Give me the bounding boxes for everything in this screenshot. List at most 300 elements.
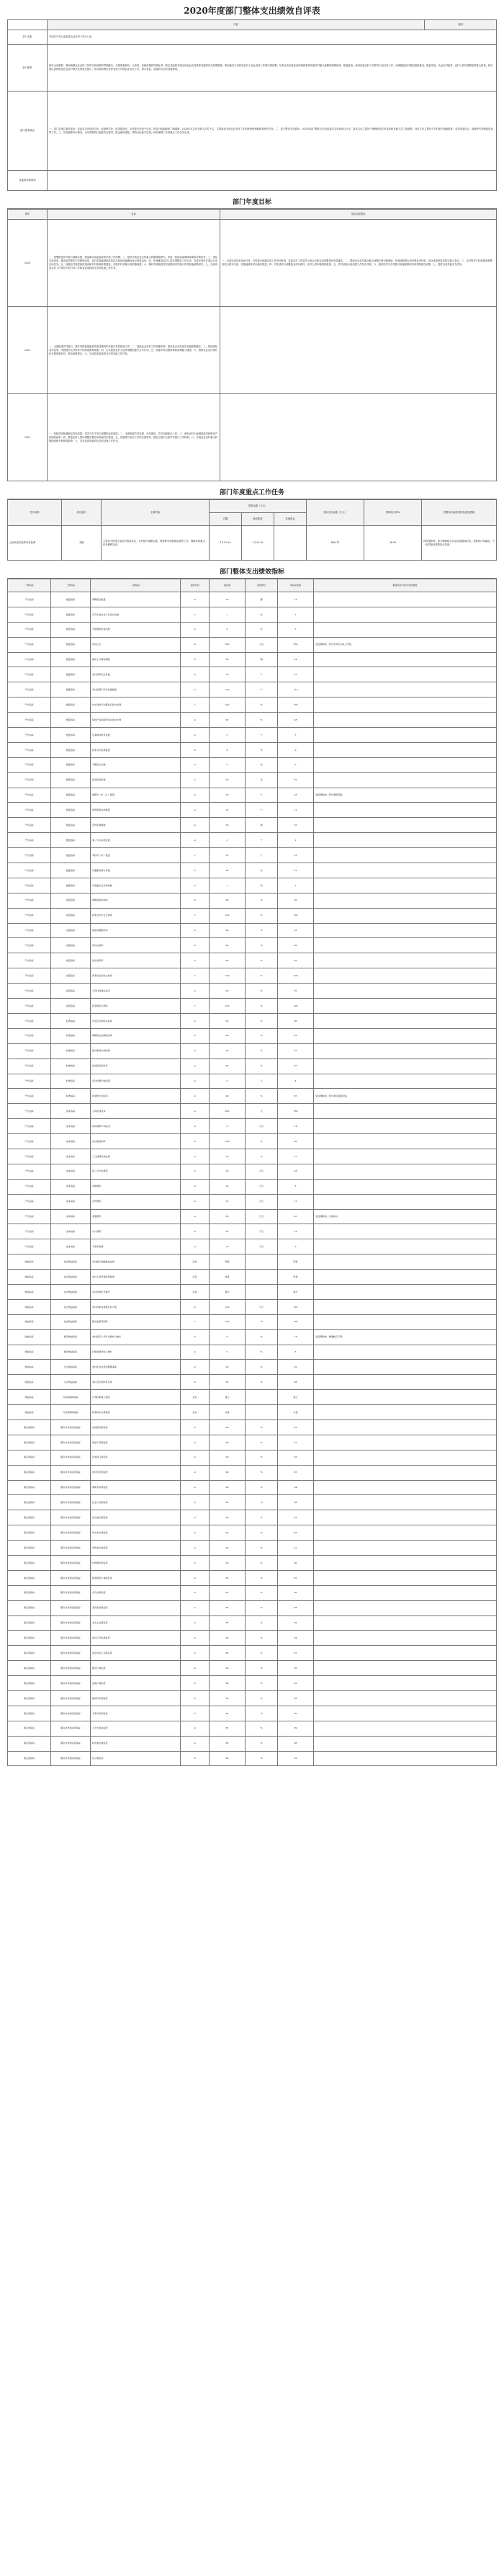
ind-actual: 88 (278, 1600, 314, 1615)
indicator-row (8, 728, 497, 743)
ind-level3: 涉农部门满意度 (91, 1450, 181, 1465)
ind-type: = (181, 698, 210, 713)
ind-reason (314, 968, 497, 984)
ind-actual: 100 (278, 999, 314, 1014)
ind-level2: 服务对象满意度指标 (51, 1435, 91, 1450)
ind-unit: % (246, 1541, 278, 1556)
ind-target: 8 (210, 1329, 246, 1345)
ind-level2: 成本指标 (51, 1224, 91, 1239)
ind-level1: 产出指标 (8, 1089, 51, 1104)
ind-level2: 社会效益指标 (51, 1299, 91, 1314)
ind-actual: 100 (278, 698, 314, 713)
ind-level3: 州市农办满意度 (91, 1525, 181, 1541)
indicator-row (8, 1149, 497, 1164)
ind-actual: 35 (278, 818, 314, 833)
ind-level3: 年度任务按时完成率 (91, 1013, 181, 1028)
ind-target: 1 (210, 607, 246, 622)
ind-level1: 效益指标 (8, 1360, 51, 1375)
indicator-row (8, 742, 497, 757)
ind-type: ≥ (181, 1556, 210, 1571)
ind-level1: 产出指标 (8, 1028, 51, 1043)
ind-reason (314, 1676, 497, 1691)
ind-target: 4 (210, 622, 246, 637)
goal-actual (220, 394, 497, 481)
ind-type: ≥ (181, 923, 210, 938)
ind-level3: 改革试点验收合格率 (91, 968, 181, 984)
ind-target: 800 (210, 1104, 246, 1119)
indicator-row (8, 1691, 497, 1706)
ind-target: 85 (210, 1646, 246, 1661)
ind-actual: 93 (278, 1525, 314, 1541)
ind-unit: % (246, 1375, 278, 1390)
indicator-row (8, 1028, 497, 1043)
ind-type: ≥ (181, 1615, 210, 1631)
ind-level2: 服务对象满意度指标 (51, 1420, 91, 1435)
ind-level1: 效益指标 (8, 1270, 51, 1285)
ind-unit: 件 (246, 742, 278, 757)
ind-target: 90 (210, 1751, 246, 1766)
ind-reason: 受疫情影响，增速略有下降。 (314, 1329, 497, 1345)
ind-unit: % (246, 1661, 278, 1676)
indicator-row (8, 1134, 497, 1149)
ind-level3: 培训人次 (91, 637, 181, 652)
ind-level2: 服务对象满意度指标 (51, 1495, 91, 1510)
ind-level3: 农民群众满意度 (91, 1420, 181, 1435)
indicator-row (8, 1254, 497, 1270)
ind-unit: 人次 (246, 637, 278, 652)
ind-type: ≤ (181, 1194, 210, 1209)
indicator-row (8, 1104, 497, 1119)
ind-level2: 服务对象满意度指标 (51, 1600, 91, 1615)
ind-reason (314, 1405, 497, 1420)
ind-actual: 90 (278, 1556, 314, 1571)
ind-level3: 人大代表满意度 (91, 1721, 181, 1736)
indicator-row (8, 1420, 497, 1435)
indicator-row (8, 999, 497, 1014)
ind-level2: 服务对象满意度指标 (51, 1615, 91, 1631)
ind-type: ≥ (181, 1751, 210, 1766)
ind-unit: 条 (246, 772, 278, 788)
ind-level2: 社会效益指标 (51, 1254, 91, 1270)
ind-unit: 万元 (246, 1224, 278, 1239)
ind-actual: 85 (278, 893, 314, 908)
ind-unit: % (246, 1525, 278, 1541)
ind-type: ≤ (181, 1074, 210, 1089)
ind-type: ≥ (181, 1420, 210, 1435)
ind-target: 16 (210, 848, 246, 863)
ind-level2: 生态效益指标 (51, 1360, 91, 1375)
ind-unit: % (246, 1570, 278, 1585)
ind-reason (314, 698, 497, 713)
ind-unit: 个 (246, 803, 278, 818)
indicator-row (8, 1270, 497, 1285)
ind-unit: 万元 (246, 1119, 278, 1134)
indicator-row (8, 1043, 497, 1059)
ind-unit: % (246, 1631, 278, 1646)
indicator-row (8, 833, 497, 848)
indicator-row (8, 953, 497, 968)
ind-actual: 9 (278, 742, 314, 757)
ind-type: ≤ (181, 1239, 210, 1254)
ind-level1: 产出指标 (8, 863, 51, 878)
ind-reason (314, 938, 497, 953)
ind-level3: 脱贫户满意度 (91, 1661, 181, 1676)
ind-target: 90 (210, 1360, 246, 1375)
overview-table (7, 19, 497, 191)
ind-type: ≥ (181, 772, 210, 788)
ind-level1: 产出指标 (8, 953, 51, 968)
ind-unit: 个 (246, 682, 278, 698)
indicator-row (8, 1706, 497, 1721)
indicator-row (8, 713, 497, 728)
ind-level2: 服务对象满意度指标 (51, 1585, 91, 1600)
ind-col-target: 指标值 (210, 579, 246, 592)
ind-actual: 28 (278, 788, 314, 803)
ind-target: 1 (210, 878, 246, 893)
ind-reason (314, 1556, 497, 1571)
ind-unit: % (246, 938, 278, 953)
ind-level3: 信息采用率 (91, 953, 181, 968)
ind-reason (314, 1570, 497, 1585)
ind-level1: 效益指标 (8, 1375, 51, 1390)
ind-level1: 产出指标 (8, 1134, 51, 1149)
ind-unit: 个 (246, 667, 278, 682)
ind-target: 建立 (210, 1390, 246, 1405)
ind-reason (314, 908, 497, 923)
goal-actual (220, 307, 497, 394)
ind-target: 30 (210, 1164, 246, 1179)
ind-level3: 印刷费用 (91, 1179, 181, 1194)
ind-type: ≥ (181, 878, 210, 893)
ind-reason (314, 713, 497, 728)
ind-unit: 万元 (246, 1239, 278, 1254)
ind-level1: 效益指标 (8, 1329, 51, 1345)
ind-reason (314, 667, 497, 682)
ind-unit: 篇 (246, 818, 278, 833)
indicator-row (8, 1480, 497, 1495)
ind-level3: 综合满意度 (91, 1751, 181, 1766)
ind-level2: 成本指标 (51, 1179, 91, 1194)
ind-reason (314, 833, 497, 848)
ind-level1: 产出指标 (8, 728, 51, 743)
ind-level1: 产出指标 (8, 1104, 51, 1119)
ind-target: 85 (210, 1721, 246, 1736)
indicator-row (8, 1435, 497, 1450)
ind-level2: 数量指标 (51, 607, 91, 622)
goal-year: 2021 (8, 307, 48, 394)
ind-actual: 95 (278, 984, 314, 999)
ind-unit: 个 (246, 728, 278, 743)
ind-level2: 时效指标 (51, 1059, 91, 1074)
ind-level3: 调研报告数量 (91, 592, 181, 607)
ind-actual: 65 (278, 953, 314, 968)
ind-actual: 90 (278, 1134, 314, 1149)
ind-type: ≥ (181, 1299, 210, 1314)
ind-level3: 龙头企业满意度 (91, 1615, 181, 1631)
ind-level2: 质量指标 (51, 938, 91, 953)
ind-level2: 社会效益指标 (51, 1284, 91, 1299)
ind-unit: % (246, 1134, 278, 1149)
ind-level2: 数量指标 (51, 698, 91, 713)
indicator-row (8, 1615, 497, 1631)
ind-reason (314, 1510, 497, 1525)
ind-target: 15 (210, 1194, 246, 1209)
ind-level2: 服务对象满意度指标 (51, 1450, 91, 1465)
ind-level1: 满意度指标 (8, 1585, 51, 1600)
ind-target: 10 (210, 667, 246, 682)
ind-reason: 受疫情影响，部分培训改为线上开展。 (314, 637, 497, 652)
ind-col-level3: 三级指标 (91, 579, 181, 592)
ind-level3: 调研县（市、区）数量 (91, 788, 181, 803)
ind-target: 20 (210, 1224, 246, 1239)
ind-level2: 质量指标 (51, 893, 91, 908)
ind-target: 300 (210, 637, 246, 652)
ind-level1: 满意度指标 (8, 1615, 51, 1631)
ind-reason (314, 1314, 497, 1329)
ind-type: ≥ (181, 1435, 210, 1450)
ind-reason (314, 772, 497, 788)
ind-level3: 典型案例总结数量 (91, 803, 181, 818)
ind-target: 90 (210, 1028, 246, 1043)
ind-unit (246, 1390, 278, 1405)
indicators-section-title: 部门整体支出绩效指标 (7, 561, 497, 579)
ind-level3: 开展督促检查次数 (91, 622, 181, 637)
indicator-row (8, 1676, 497, 1691)
ind-level1: 产出指标 (8, 713, 51, 728)
indicator-row (8, 1570, 497, 1585)
ind-reason (314, 1721, 497, 1736)
tasks-section-title: 部门年度重点工作任务 (7, 481, 497, 499)
ind-level2: 时效指标 (51, 1074, 91, 1089)
indicator-row (8, 1390, 497, 1405)
ind-actual: 98 (278, 713, 314, 728)
ind-level1: 满意度指标 (8, 1495, 51, 1510)
ind-actual: 88 (278, 1691, 314, 1706)
goals-col-year: 财年 (8, 210, 48, 220)
indicator-row (8, 637, 497, 652)
ind-unit: 次 (246, 622, 278, 637)
ind-reason (314, 1736, 497, 1751)
ind-type: ≥ (181, 1480, 210, 1495)
ind-actual: 45 (278, 1209, 314, 1224)
ind-reason (314, 1420, 497, 1435)
tasks-col-reason: 预算执行偏差原因及改进措施 (422, 500, 497, 526)
ind-unit: % (246, 908, 278, 923)
ind-level3: 集体产权制度改革完成村比例 (91, 713, 181, 728)
ind-level2: 数量指标 (51, 713, 91, 728)
ind-reason (314, 1706, 497, 1721)
indicator-row (8, 1721, 497, 1736)
ind-level2: 成本指标 (51, 1209, 91, 1224)
ind-unit: % (246, 984, 278, 999)
ind-level3: 政策文件出台合规率 (91, 908, 181, 923)
ind-type: ≥ (181, 1585, 210, 1600)
ind-target: 10 (210, 592, 246, 607)
ind-level1: 产出指标 (8, 1013, 51, 1028)
ind-level2: 数量指标 (51, 833, 91, 848)
ind-actual: 92 (278, 1360, 314, 1375)
ind-actual: 16 (278, 848, 314, 863)
ind-type: ≤ (181, 1134, 210, 1149)
ind-type: ≥ (181, 1525, 210, 1541)
ind-level2: 经济效益指标 (51, 1345, 91, 1360)
ind-level2: 数量指标 (51, 742, 91, 757)
goal-target: 一、统筹推进乡村振兴战略实施，督促落实省委省政府年度工作部署；二、组织开展农业农村重大问题调查研究，形成一批高质量调研成果和决策参考；三、深化农村改革，推进农村集体产权制度改革、农村宅基地制度改革试点和承包地确权登记成果运用；四、协调推进农村人居环境整治三年行动，完成年度村庄清洁行动目标任务；五、加强农村基层组织建设和乡村治理体系建设，开展乡村治理示范村镇创建；六、做好巩固脱贫攻坚成果同乡村振兴有效衔接政策研究；七、完成省委农村工作领导小组日常工作和省委省政府交办的其他工作任务。 (48, 220, 220, 307)
ind-level2: 服务对象满意度指标 (51, 1631, 91, 1646)
ind-level1: 产出指标 (8, 1043, 51, 1059)
ind-target: 95 (210, 1013, 246, 1028)
ind-level2: 时效指标 (51, 1089, 91, 1104)
indicator-row (8, 1661, 497, 1676)
ind-target: 60 (210, 1209, 246, 1224)
ind-level1: 产出指标 (8, 1119, 51, 1134)
indicator-row (8, 1209, 497, 1224)
ind-actual: 4 (278, 1074, 314, 1089)
ind-type: ≥ (181, 1736, 210, 1751)
ind-level3: 会议费控制率 (91, 1134, 181, 1149)
ind-reason (314, 818, 497, 833)
ind-level3: 宅基地改革试点数 (91, 728, 181, 743)
ind-level1: 产出指标 (8, 923, 51, 938)
ind-actual: 91 (278, 1435, 314, 1450)
ind-level1: 产出指标 (8, 938, 51, 953)
ind-level2: 数量指标 (51, 818, 91, 833)
indicator-row (8, 893, 497, 908)
ind-target: 60 (210, 953, 246, 968)
ind-level2: 数量指标 (51, 622, 91, 637)
ind-reason (314, 1525, 497, 1541)
ind-level3: 年度重点任务清单数 (91, 878, 181, 893)
ind-type: ≥ (181, 1646, 210, 1661)
ind-level2: 时效指标 (51, 1013, 91, 1028)
ind-type: ≥ (181, 652, 210, 667)
ind-actual: 96 (278, 1013, 314, 1028)
indicator-row (8, 1239, 497, 1254)
ind-reason (314, 1028, 497, 1043)
ind-type: ≥ (181, 1149, 210, 1164)
ind-unit: % (246, 1585, 278, 1600)
ind-reason (314, 878, 497, 893)
ind-unit: % (246, 1556, 278, 1571)
ind-actual: 89 (278, 1615, 314, 1631)
indicator-row (8, 1646, 497, 1661)
ind-level2: 数量指标 (51, 592, 91, 607)
tasks-col-name: 任务名称 (8, 500, 62, 526)
ind-actual: 89 (278, 1721, 314, 1736)
tasks-col-actual-amount: 实际支出金额（万元） (307, 500, 364, 526)
dept-duty-label: 部门职责 (8, 45, 48, 92)
dept-basic-label: 部门基本情况 (8, 92, 48, 171)
ind-level3: 督查问题整改率 (91, 923, 181, 938)
ind-actual: 10 (278, 667, 314, 682)
ind-type: ≥ (181, 1013, 210, 1028)
ind-type: ≤ (181, 1043, 210, 1059)
goal-target: 一、全面推进乡村振兴，做好巩固拓展脱贫攻坚成果同乡村振兴有效衔接工作；二、加强农业农村工作统筹协调，推动农业农村优先发展政策落实；三、持续深化农村改革，巩固提升农村集体产权制度改革成果；四、扎实推进农村人居环境整治提升五年行动；五、加强乡村治理体系和治理能力建设；六、围绕农业农村现代化开展调查研究，提出政策建议；七、完成省委省政府交办的其他工作任务。 (48, 307, 220, 394)
ind-reason (314, 1450, 497, 1465)
ind-reason (314, 1480, 497, 1495)
ind-level1: 满意度指标 (8, 1691, 51, 1706)
ind-actual: 24 (278, 652, 314, 667)
ind-level3: 村级组织满意度 (91, 1556, 181, 1571)
ind-level1: 效益指标 (8, 1284, 51, 1299)
ind-target: 10 (210, 1239, 246, 1254)
ind-target: 10 (210, 803, 246, 818)
ind-type: ≥ (181, 1450, 210, 1465)
ind-target: 提升 (210, 1284, 246, 1299)
ind-level3: 长效机制建立情况 (91, 1390, 181, 1405)
ind-unit: 件 (246, 863, 278, 878)
ind-level1: 满意度指标 (8, 1541, 51, 1556)
ind-type: ≥ (181, 1375, 210, 1390)
ind-level1: 产出指标 (8, 698, 51, 713)
ind-actual: 110 (278, 682, 314, 698)
ind-actual: 25 (278, 1043, 314, 1059)
ind-unit: 个 (246, 788, 278, 803)
ind-level1: 满意度指标 (8, 1736, 51, 1751)
ind-target: 90 (210, 1631, 246, 1646)
ind-type: ≥ (181, 1691, 210, 1706)
ind-type: ≤ (181, 1179, 210, 1194)
ind-reason (314, 728, 497, 743)
ind-actual: 91 (278, 1541, 314, 1556)
ind-level1: 满意度指标 (8, 1435, 51, 1450)
ind-target: 100 (210, 908, 246, 923)
ind-reason (314, 1164, 497, 1179)
ind-level2: 时效指标 (51, 1043, 91, 1059)
indicator-row (8, 788, 497, 803)
ind-level1: 效益指标 (8, 1390, 51, 1405)
ind-reason (314, 953, 497, 968)
ind-unit: % (246, 1435, 278, 1450)
ind-reason (314, 999, 497, 1014)
ind-type: ≥ (181, 833, 210, 848)
ind-level3: 信息报送及时率 (91, 1059, 181, 1074)
ind-target: 85 (210, 1615, 246, 1631)
ind-level3: 单次调研平均成本 (91, 1119, 181, 1134)
ind-type: ≥ (181, 1721, 210, 1736)
ind-actual: 8 (278, 1179, 314, 1194)
ind-actual: 760 (278, 1104, 314, 1119)
task-total: 1,131.99 (210, 526, 242, 561)
ind-level2: 质量指标 (51, 999, 91, 1014)
ind-reason (314, 757, 497, 772)
ind-level2: 数量指标 (51, 682, 91, 698)
ind-level1: 满意度指标 (8, 1600, 51, 1615)
ind-level1: 产出指标 (8, 984, 51, 999)
indicator-row (8, 984, 497, 999)
goal-year: 2020 (8, 220, 48, 307)
ind-reason (314, 1043, 497, 1059)
ind-type: ≥ (181, 1028, 210, 1043)
ind-level3: 专家咨询费 (91, 1239, 181, 1254)
ind-type: ≥ (181, 728, 210, 743)
ind-target: 85 (210, 1706, 246, 1721)
ind-reason (314, 1585, 497, 1600)
indicator-row (8, 1074, 497, 1089)
ind-unit: % (246, 1059, 278, 1074)
ind-reason (314, 1360, 497, 1375)
ind-level1: 满意度指标 (8, 1480, 51, 1495)
task-item: 本级 (62, 526, 102, 561)
ind-level2: 社会效益指标 (51, 1270, 91, 1285)
ind-unit (246, 1270, 278, 1285)
ind-reason (314, 984, 497, 999)
ind-level3: 基层干部满意度 (91, 1435, 181, 1450)
ind-actual: 建立 (278, 1390, 314, 1405)
ind-level3: 宣传费用 (91, 1194, 181, 1209)
ind-reason (314, 592, 497, 607)
ind-type: ≤ (181, 1119, 210, 1134)
